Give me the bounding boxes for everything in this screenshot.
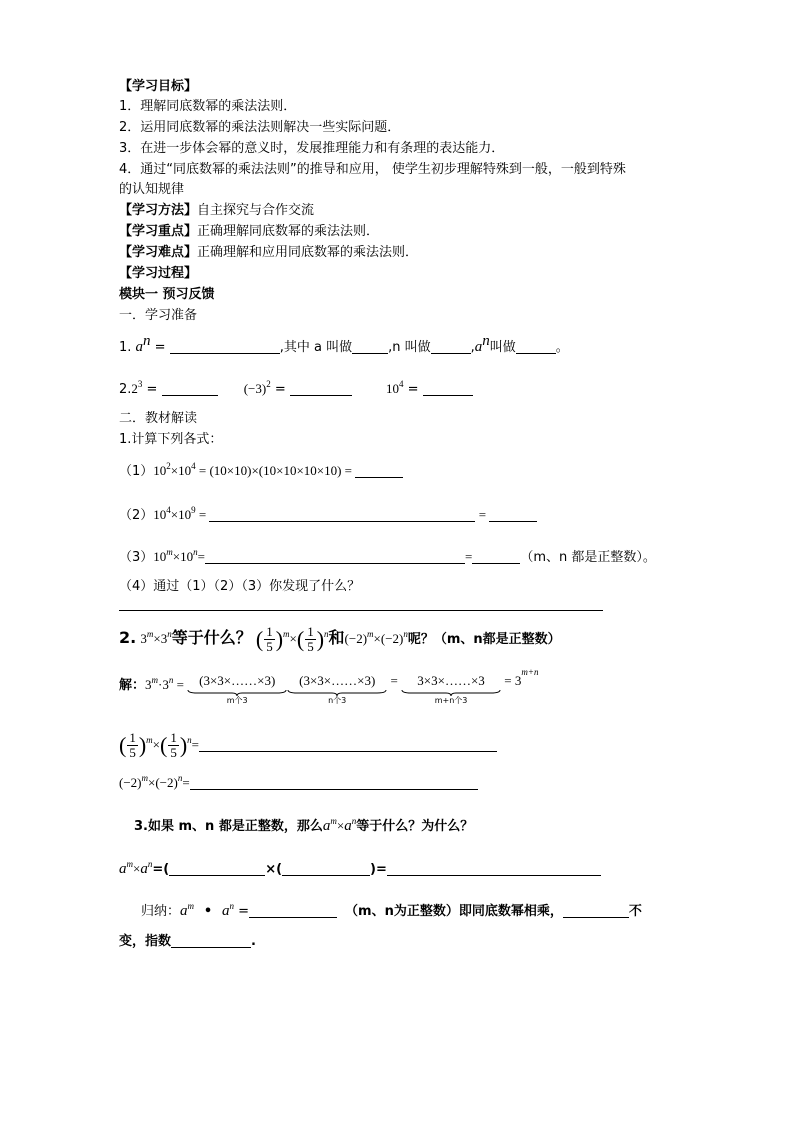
key-point-label: 【学习重点】 — [119, 224, 198, 239]
r3-blank-a[interactable] — [205, 549, 465, 564]
reading-item-1: $(1)10^2\times 10^4 = (10\times 10)\times(10\times 10\times 10\times 10)$ = — [119, 462, 403, 481]
fraction-line: ( $\frac{1}{5}$ )$^m$×( $\frac{1}{5}$ )$^n$= — [119, 730, 497, 761]
q3-blank-a[interactable] — [169, 861, 265, 876]
summary-line: 归纳：$a^m$ • $a^n = (m$、n为正整数）即同底数幂相乘， 不 — [141, 901, 642, 919]
q1-number: 1. — [119, 340, 132, 355]
q1-blank-power[interactable] — [516, 339, 556, 354]
r3-blank-b[interactable] — [472, 549, 520, 564]
question-3: 3.如果 m、n 都是正整数，那么$a^m\times a^n$等于什么？为什么？ — [134, 816, 474, 834]
summary-blank-b[interactable] — [563, 903, 629, 918]
r2-blank-a[interactable] — [209, 507, 475, 522]
q2-exp-b: 2 — [266, 379, 271, 389]
q2-exp-c: 4 — [399, 379, 404, 389]
fraction-one-fifth: $\frac{1}{5}$ — [307, 624, 314, 654]
q1-eq: = — [150, 340, 170, 355]
process-heading: 【学习过程】 — [119, 266, 198, 281]
difficulty-label: 【学习难点】 — [119, 245, 198, 260]
solution-line: 解：$3^m\cdot 3^n$ = (3×3×……×3) m个3 (3×3×……×3) n个3 = 3×3×……×3 m+n个3 = $3^{m+n}$ — [119, 667, 539, 705]
q2-base-a: 2 — [131, 381, 138, 396]
key-point-line — [119, 223, 379, 241]
fraction-answer-blank[interactable] — [199, 737, 497, 752]
prep-q2: $2.2^3 = (-3)^2 = 10^4$ = — [119, 380, 473, 399]
summary-line-2: 变，指数 . — [119, 934, 256, 949]
q2-exp-a: 3 — [137, 379, 143, 389]
brace-group-n: (3×3×……×3) n个3 — [287, 672, 387, 705]
q1-answer-blank[interactable] — [170, 339, 280, 354]
fraction-one-fifth: $\frac{1}{5}$ — [266, 624, 273, 654]
question-2: 2. $3^m\times 3^n$等于什么？ ( $\frac{1}{5}$ )$^m$×( $\frac{1}{5}$ )$^n$和$(-2)^m\times(-2)^n$呢？（m、n都是正整数） — [119, 624, 561, 654]
q1-text-c: 叫做 — [489, 340, 516, 355]
brace-group-mn: 3×3×……×3 m+n个3 — [401, 672, 501, 705]
prep-q1: 1. $a^n$ = ,其中 a 叫做 ,n 叫做 $,a^n$叫做 。 — [119, 333, 569, 355]
goal-item: 3．在进一步体会幂的意义时，发展推理能力和有条理的表达能力． — [119, 141, 505, 156]
difficulty-line — [119, 244, 418, 262]
r4-answer-line[interactable] — [119, 610, 603, 611]
q1-text-b: ,n 叫做 — [388, 340, 431, 355]
goal-item: 的认知规律 — [119, 182, 185, 197]
q2-base-b: (−3) — [243, 381, 267, 396]
q1-blank-n[interactable] — [431, 339, 471, 354]
summary-blank-exp[interactable] — [171, 933, 251, 948]
reading-title: 二．教材解读 — [119, 411, 198, 426]
neg2-line: $(-2)^m\times(-2)^n=$ — [119, 774, 478, 793]
method-label: 【学习方法】 — [119, 203, 198, 218]
q2-base-c: 10 — [386, 381, 400, 396]
r1-blank[interactable] — [355, 463, 403, 478]
brace-group-m: (3×3×……×3) m个3 — [187, 672, 287, 705]
q2-blank-a[interactable] — [162, 381, 218, 396]
q3-answer-line: $a^m\times a^n=$( ×( )= — [119, 860, 601, 879]
method-text: 自主探究与合作交流 — [197, 203, 315, 218]
neg2-answer-blank[interactable] — [190, 775, 478, 790]
q2-blank-c[interactable] — [423, 381, 473, 396]
goal-item: 1．理解同底数幂的乘法法则． — [119, 99, 297, 114]
prep-title: 一．学习准备 — [119, 308, 198, 323]
q1-exp-2: n — [482, 333, 490, 349]
q1-text-a: ,其中 a 叫做 — [279, 340, 353, 355]
r2-blank-b[interactable] — [489, 507, 537, 522]
q2-blank-b[interactable] — [290, 381, 352, 396]
q1-blank-a[interactable] — [352, 339, 388, 354]
goal-item: 4．通过“同底数幂的乘法法则”的推导和应用， 使学生初步理解特殊到一般，一般到特殊 — [119, 162, 626, 177]
q2-number: 2. — [119, 382, 132, 397]
q3-blank-c[interactable] — [387, 861, 601, 876]
q1-exp: n — [143, 333, 151, 349]
summary-blank-a[interactable] — [249, 903, 337, 918]
reading-item-3: $(3)10^m\times 10^n= = (m$、n 都是正整数）。 — [119, 547, 656, 565]
q1-end: 。 — [555, 340, 569, 355]
key-point-text: 正确理解同底数幂的乘法法则． — [197, 224, 380, 239]
reading-item-2: $(2)10^4\times 10^9$ = = — [119, 506, 537, 525]
goals-heading: 【学习目标】 — [119, 79, 198, 94]
reading-item-4: （4）通过（1）（2）（3）你发现了什么？ — [119, 579, 361, 594]
q1-base: a — [135, 339, 144, 355]
method-line — [119, 202, 314, 220]
difficulty-text: 正确理解和应用同底数幂的乘法法则． — [197, 245, 419, 260]
module1-title: 模块一 预习反馈 — [119, 287, 215, 302]
goal-item: 2．运用同底数幂的乘法法则解决一些实际问题． — [119, 120, 401, 135]
q1-base-2: a — [474, 339, 483, 355]
reading-task: 1.计算下列各式： — [119, 432, 223, 447]
q3-blank-b[interactable] — [282, 861, 370, 876]
